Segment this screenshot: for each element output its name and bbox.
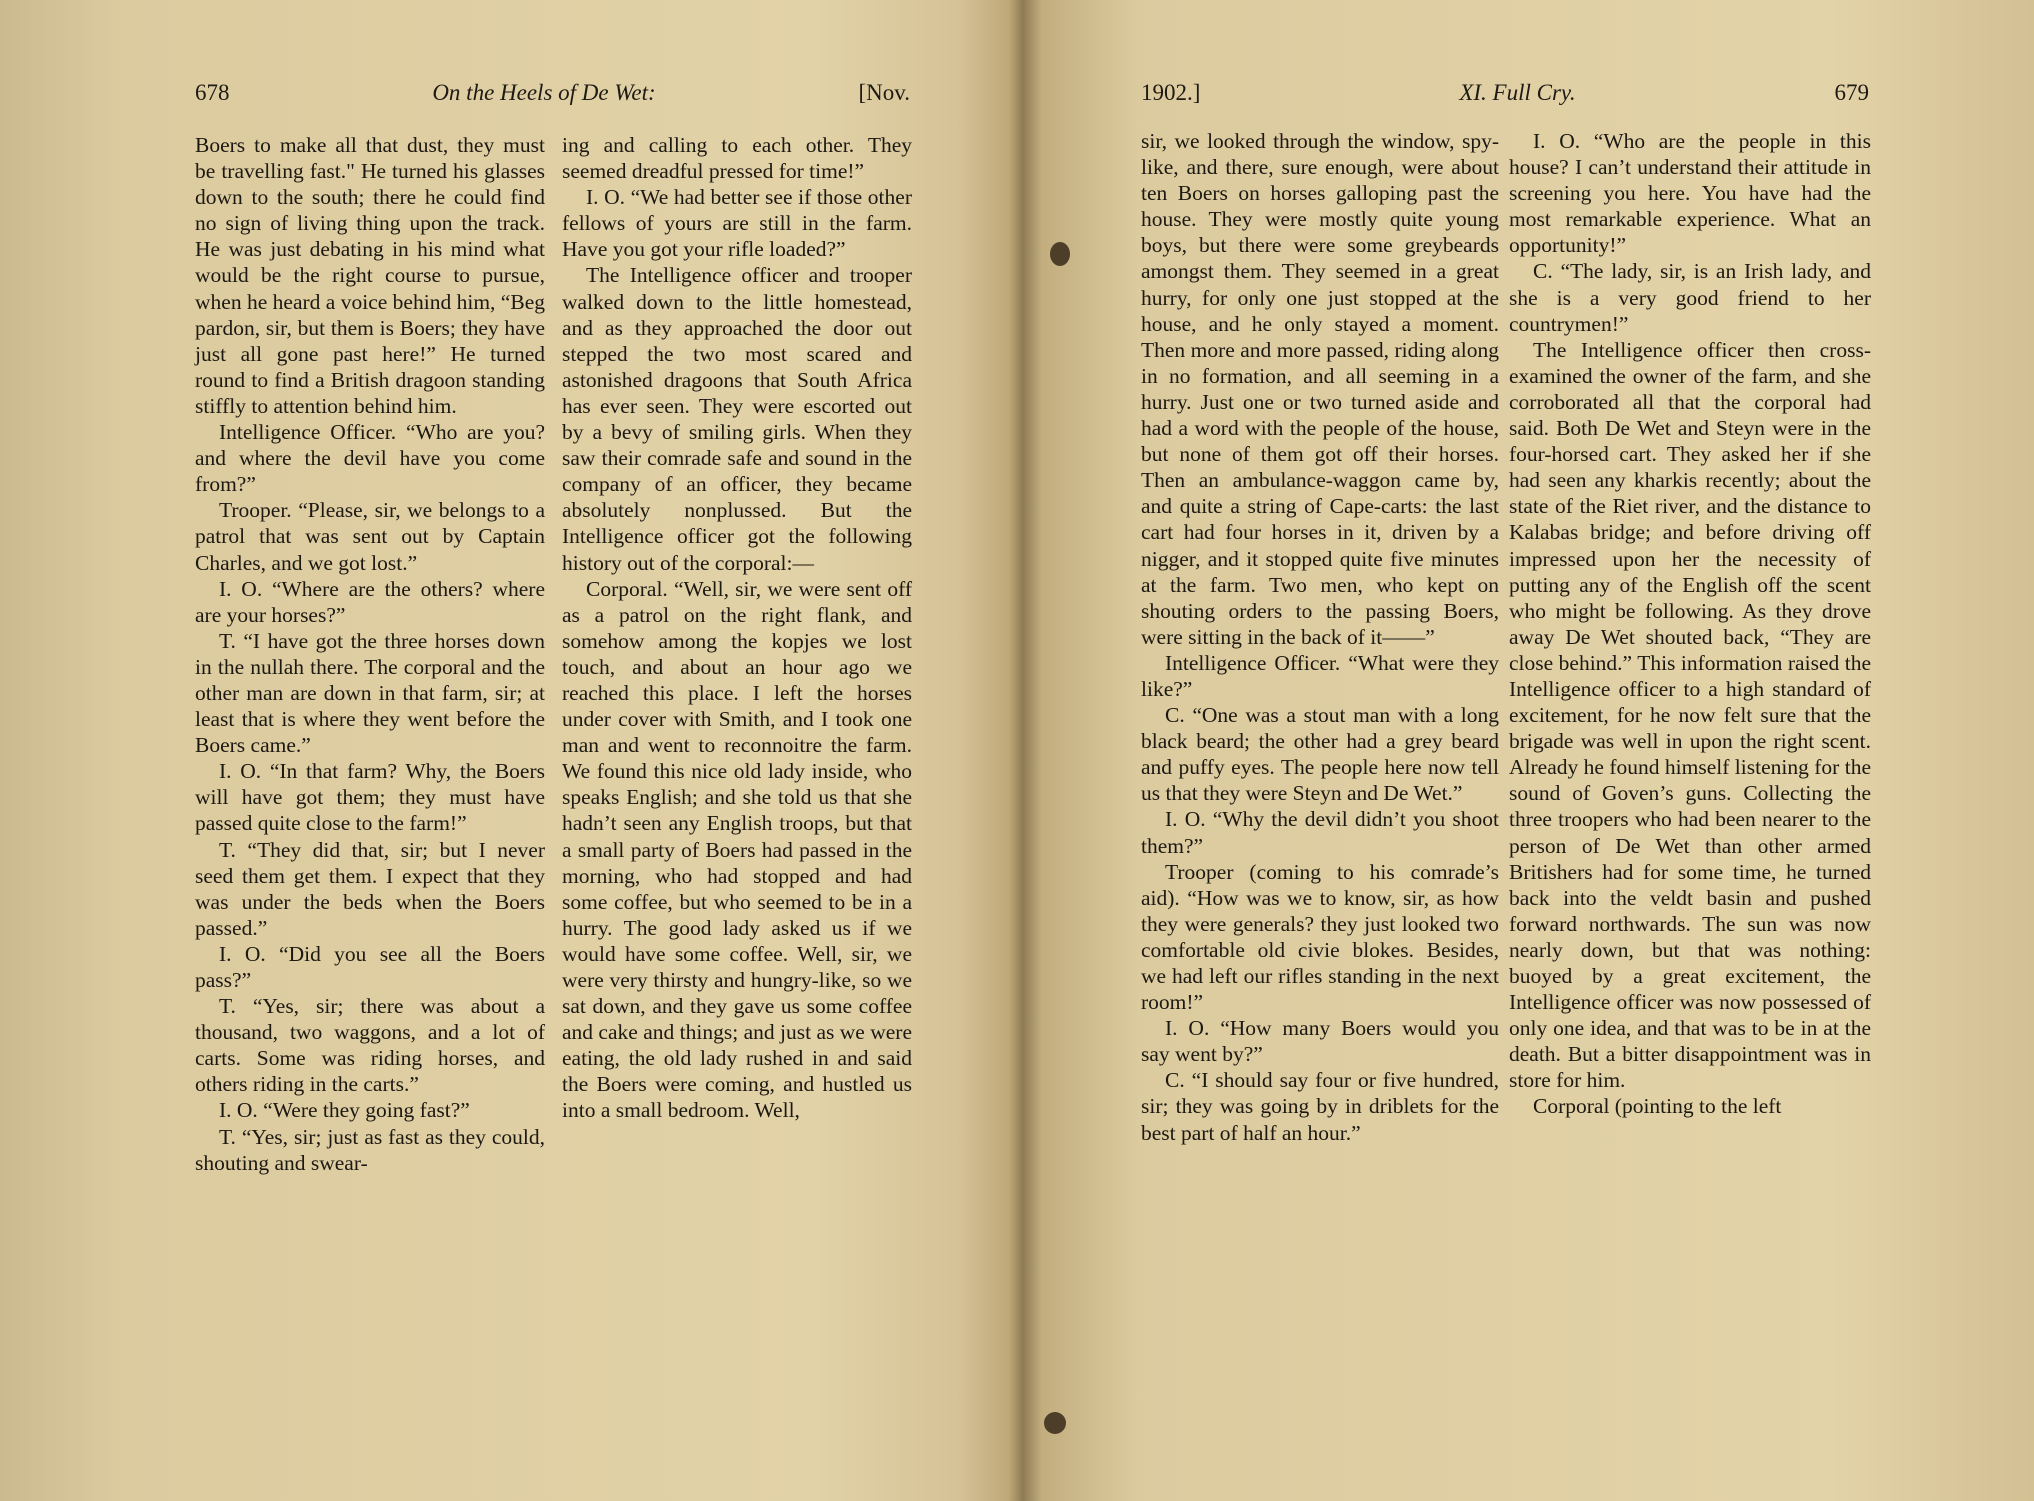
paragraph: I. O. “Who are the people in this house? I can’t understand their attitude in screening you here. You have had the most remarkable experience. What an opportunity!” [1509, 129, 1871, 258]
text-column [562, 132, 912, 1124]
paragraph: Corporal (pointing to the left [1533, 1094, 1782, 1119]
paragraph: Intelligence Officer. “Who are you? and where the devil have you come from?” [195, 420, 545, 497]
paragraph: Corporal. “Well, sir, we were sent off as a patrol on the right flank, and somehow among the kopjes we lost touch, and about an hour ago we reached this place. I left the horses under cover with Smith, and I took one man and went to reconnoitre the farm. We found this nice old lady inside, who speaks English; and she told us that she hadn’t seen any English troops, but that a small party of Boers had passed in the morning, who had stopped and had some coffee, but who seemed to be in a hurry. The good lady asked us if we would have some coffee. Well, sir, we were very thirsty and hungry-like, so we sat down, and they gave us some coffee and cake and things; and just as we were eating, the old lady rushed in and said the Boers were coming, and hustled us into a small bedroom. Well, [562, 576, 912, 1123]
paragraph: I. O. “How many Boers would you say went by?” [1141, 1016, 1499, 1067]
paragraph: I. O. “Where are the others? where are your horses?” [195, 576, 545, 627]
paragraph: T. “Yes, sir; there was about a thousand, two waggons, and a lot of carts. Some was riding horses, and others riding in the carts.” [195, 994, 545, 1097]
paragraph: ing and calling to each other. They seemed dreadful pressed for time!” [562, 133, 912, 184]
binding-hole [1050, 242, 1070, 266]
paragraph: I. O. “We had better see if those other fellows of yours are still in the farm. Have you got your rifle loaded?” [562, 185, 912, 262]
text-column [195, 132, 545, 1176]
paragraph: Boers to make all that dust, they must be travelling fast." He turned his glasses down to the south; there he could find no sign of living thing upon the track. He was just debating in his mind what would be the right course to pursue, when he heard a voice behind him, “Beg pardon, sir, but them is Boers; they have just all gone past here!” He turned round to find a British dragoon standing stiffly to attention behind him. [195, 133, 545, 418]
paragraph: I. O. “In that farm? Why, the Boers will have got them; they must have passed quite close to the farm!” [195, 759, 545, 836]
running-title: On the Heels of De Wet: [432, 80, 656, 105]
paragraph: C. “The lady, sir, is an Irish lady, and she is a very good friend to her countrymen!” [1509, 259, 1871, 336]
running-header [1141, 80, 1869, 116]
running-title: XI. Full Cry. [1459, 80, 1576, 105]
paragraph: The Intelligence officer then cross-examined the owner of the farm, and she corroborated all that the corporal had said. Both De Wet and Steyn were in the four-horsed cart. They asked her if she had seen any kharkis recently; about the state of the Riet river, and the distance to Kalabas bridge; and before driving off impressed upon her the necessity of putting any of the English off the scent who might be following. As they drove away De Wet shouted back, “They are close behind.” This information raised the Intelligence officer to a high standard of excitement, for he now felt sure that the brigade was well in upon the right scent. Already he found himself listening for the sound of Goven’s guns. Collecting the three troopers who had been nearer to the person of De Wet than other armed Britishers had for some time, he turned back into the veldt basin and pushed forward northwards. The sun was now nearly down, but that was nothing: buoyed by a great excitement, the Intelligence officer was now possessed of only one idea, and that was to be in at the death. But a bitter disappointment was in store for him. [1509, 337, 1871, 1093]
paragraph: C. “I should say four or five hundred, sir; they was going by in driblets for the best part of half an hour.” [1141, 1068, 1499, 1145]
paragraph: The Intelligence officer and trooper walked down to the little homestead, and as they approached the door out stepped the two most scared and astonished dragoons that South Africa has ever seen. They were escorted out by a bevy of smiling girls. When they saw their comrade safe and sound in the company of an officer, they became absolutely nonplussed. But the Intelligence officer got the following history out of the corporal:— [562, 263, 912, 575]
page-number: 679 [1834, 80, 1869, 105]
left-page [0, 0, 1013, 1501]
paragraph: I. O. “Were they going fast?” [219, 1098, 470, 1123]
paragraph: Trooper (coming to his comrade’s aid). “How was we to know, sir, as how they were generals? they just looked two comfortable old civie blokes. Besides, we had left our rifles standing in the next room!” [1141, 859, 1499, 1015]
paragraph: I. O. “Why the devil didn’t you shoot them?” [1141, 807, 1499, 858]
paragraph: I. O. “Did you see all the Boers pass?” [195, 941, 545, 992]
right-page [1013, 0, 2034, 1501]
binding-hole [1044, 1412, 1066, 1434]
paragraph: T. “Yes, sir; just as fast as they could, shouting and swear- [195, 1124, 545, 1175]
page-number: 678 [195, 80, 230, 105]
running-date: [Nov. [858, 80, 910, 105]
paragraph: Trooper. “Please, sir, we belongs to a patrol that was sent out by Captain Charles, and we got lost.” [195, 498, 545, 575]
running-date: 1902.] [1141, 80, 1201, 105]
running-header [195, 80, 910, 116]
paragraph: sir, we looked through the window, spy-like, and there, sure enough, were about ten Boers on horses galloping past the house. They were mostly quite young boys, but there were some greybeards amongst them. They seemed in a great hurry, for only one just stopped at the house, and he only stayed a moment. Then more and more passed, riding along in no formation, and all seeming in a hurry. Just one or two turned aside and had a word with the people of the house, but none of them got off their horses. Then an ambulance-waggon came by, and quite a string of Cape-carts: the last cart had four horses in it, driven by a nigger, and it stopped quite five minutes at the farm. Two men, who kept on shouting orders to the passing Boers, were sitting in the back of it——” [1141, 129, 1499, 649]
paragraph: Intelligence Officer. “What were they like?” [1141, 650, 1499, 701]
text-column [1141, 128, 1499, 1146]
paragraph: C. “One was a stout man with a long black beard; the other had a grey beard and puffy eyes. The people here now tell us that they were Steyn and De Wet.” [1141, 703, 1499, 806]
text-column [1509, 128, 1871, 1120]
paragraph: T. “I have got the three horses down in the nullah there. The corporal and the other man are down in that farm, sir; at least that is where they went before the Boers came.” [195, 628, 545, 758]
paragraph: T. “They did that, sir; but I never seed them get them. I expect that they was under the beds when the Boers passed.” [195, 837, 545, 940]
